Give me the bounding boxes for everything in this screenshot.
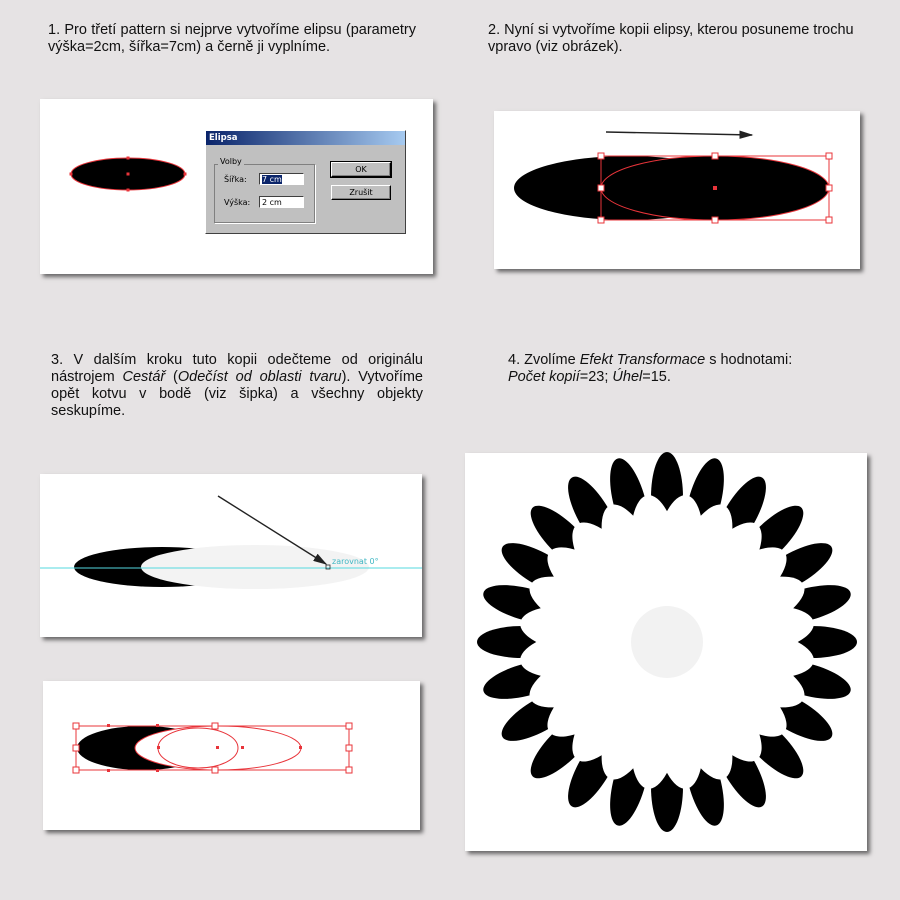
crescent-shape[interactable] [74,547,250,587]
subtract-illustration [40,474,422,637]
height-value: 2 cm [262,198,282,207]
step-3-body-a: V dalším kroku tuto kopii odečteme od originálu nástrojem [51,352,423,385]
step-4-number: 4. [508,352,521,368]
step-2-text [488,22,860,56]
step-2-number: 2. [488,22,501,38]
step-3-text [51,352,423,420]
angle-label: Úhel [612,369,643,385]
step-3-body-b: ( [165,369,178,385]
group-illustration [43,681,420,830]
step-1-text [48,22,416,56]
anchor-point[interactable] [184,173,187,176]
guide-hint: zarovnat 0° [332,557,379,566]
center-point [127,173,130,176]
panel-step-3b [43,681,420,830]
panel-step-3a [40,474,422,637]
step-3-body-c: ). Vytvoříme opět kotvu v bodě (viz šipka) a všechny objekty seskupíme. [51,369,423,419]
panel-step-4 [465,453,867,851]
dialog-title: Elipsa [206,131,405,145]
center-point [713,186,717,190]
options-group-label: Volby [220,157,242,166]
angle-value: =15. [642,369,671,385]
tool-name: Cestář [122,369,166,385]
copies-value: =23; [579,369,613,385]
width-field[interactable] [259,173,304,185]
flower-illustration [465,453,867,851]
anchor-point[interactable] [70,173,73,176]
effect-name: Efekt Transformace [579,352,706,368]
step-1-body: Pro třetí pattern si nejprve vytvoříme elipsu (parametry výška=2cm, šířka=7cm) a černě ji vyplníme. [48,22,416,55]
height-label: Výška: [224,198,251,207]
step-3-number: 3. [51,352,64,368]
step-4-text [508,352,853,386]
anchor-point[interactable] [127,189,130,192]
tool-mode: Odečíst od oblasti tvaru [177,369,342,385]
crescent-shape[interactable] [77,726,209,770]
step-4-body-a: Zvolíme [524,352,580,368]
step-4-body-b: s hodnotami: [705,352,793,368]
anchor-point[interactable] [127,157,130,160]
copies-label: Počet kopií [508,369,580,385]
width-value: 7 cm [262,175,282,184]
flower-center-highlight [631,606,703,678]
step-1-number: 1. [48,22,61,38]
panel-step-2 [494,111,860,269]
height-field[interactable] [259,196,304,208]
width-label: Šířka: [224,175,247,184]
panel-step-1 [40,99,433,274]
step-2-body: Nyní si vytvoříme kopii elipsy, kterou posuneme trochu vpravo (viz obrázek). [488,22,854,55]
cancel-button[interactable]: Zrušit [331,185,391,200]
ok-button[interactable]: OK [331,162,391,177]
copy-illustration [494,111,860,269]
ellipse-dialog [205,130,406,234]
move-arrow [606,132,752,135]
